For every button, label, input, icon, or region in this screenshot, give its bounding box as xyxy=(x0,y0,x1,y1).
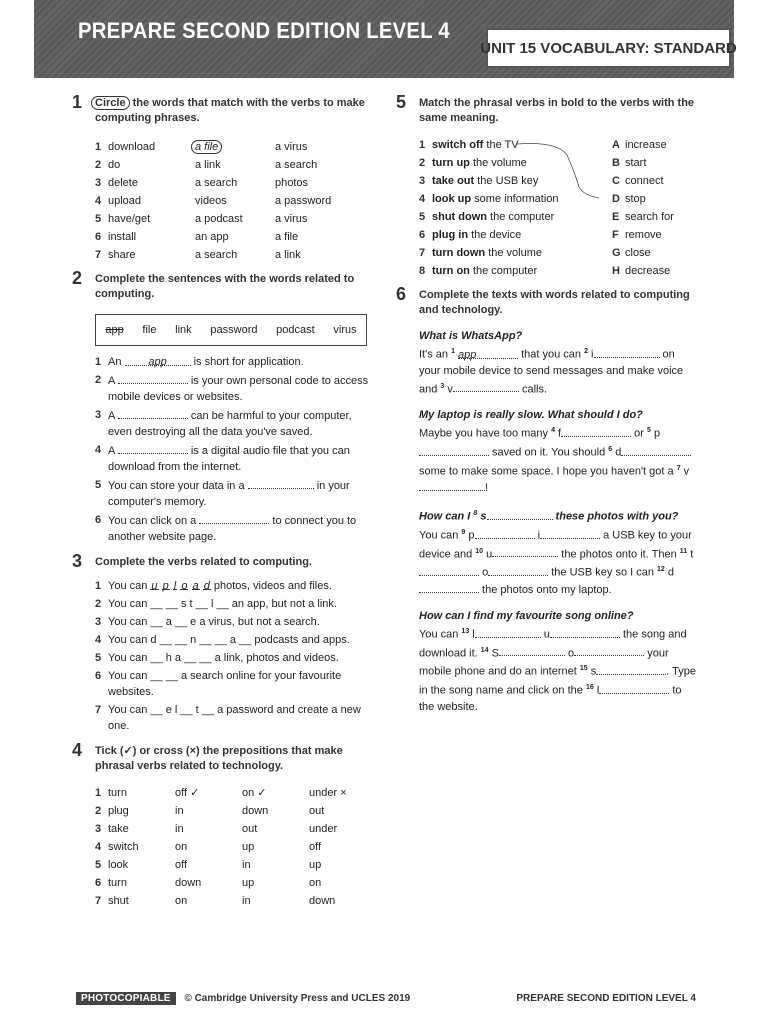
answer-blank[interactable] xyxy=(621,444,691,456)
left-column xyxy=(72,92,372,910)
circled-answer: a file xyxy=(191,140,222,154)
answer-blank[interactable] xyxy=(475,527,535,539)
answer-blank[interactable] xyxy=(199,512,269,524)
sentence-item: 5 You can store your data in a in your computer's memory. xyxy=(95,479,350,508)
answer-blank[interactable] xyxy=(419,479,485,491)
answer-blank[interactable] xyxy=(118,442,188,454)
match-row: 8 turn on the computer H decrease xyxy=(419,265,671,277)
exercise-instruction: Match the phrasal verbs in bold to the verbs with the same meaning. xyxy=(419,97,695,124)
table-row: 3 take in out under xyxy=(95,823,338,835)
match-row: 7 turn down the volume G close xyxy=(419,247,651,259)
table-row: 5 look off in up xyxy=(95,859,322,871)
answer-blank[interactable] xyxy=(550,626,620,638)
exercise-number: 6 xyxy=(396,284,407,304)
answer-blank[interactable] xyxy=(574,644,644,656)
sentence-item: 1 You can u p l o a d photos, videos and files. xyxy=(95,580,332,592)
answer-blank[interactable] xyxy=(487,508,553,520)
exercise-instruction: Complete the sentences with the words related to computing. xyxy=(95,273,355,300)
text-question: My laptop is really slow. What should I do? xyxy=(419,409,643,422)
table-row: 1 download a file a virus xyxy=(95,141,308,153)
exercise-number: 3 xyxy=(72,551,83,571)
sentence-item: 2 A is your own personal code to access mobile devices or websites. xyxy=(95,374,369,403)
match-row: 1 switch off the TV A increase xyxy=(419,139,667,151)
table-row: 6 turn down up on xyxy=(95,877,322,889)
text-paragraph: Maybe you have too many $^4$ f or $^5$ p saved on it. You should $^6$ d some to make some space. I hope you haven't got a $^7$ v! xyxy=(419,423,696,496)
page-title: PREPARE SECOND EDITION LEVEL 4 xyxy=(78,18,450,43)
table-row: 5 have/get a podcast a virus xyxy=(95,213,308,225)
answer-blank[interactable] xyxy=(419,444,489,456)
footer-title: PREPARE SECOND EDITION LEVEL 4 xyxy=(516,993,696,1004)
answer-blank[interactable] xyxy=(499,644,565,656)
copyright-notice: © Cambridge University Press and UCLES 2019 xyxy=(184,993,411,1004)
word-box-item: password xyxy=(210,324,258,336)
answer-blank[interactable] xyxy=(475,626,541,638)
sentence-item: 2 You can __ __ s t __ l __ an app, but not a link. xyxy=(95,598,337,610)
table-row: 4 upload videos a password xyxy=(95,195,332,207)
exercise-number: 4 xyxy=(72,740,83,760)
exercise-instruction: Complete the texts with words related to computing and technology. xyxy=(419,289,690,316)
match-row: 2 turn up the volume B start xyxy=(419,157,647,169)
sentence-item: 6 You can __ __ a search online for your favourite websites. xyxy=(95,670,342,698)
photocopiable-badge: PHOTOCOPIABLE xyxy=(76,992,176,1005)
header-banner xyxy=(34,0,737,78)
answer-blank[interactable] xyxy=(419,581,479,593)
word-box-item: file xyxy=(142,324,157,336)
exercise-instruction: Circle the words that match with the verbs to make computing phrases. xyxy=(95,96,372,126)
match-row: 3 take out the USB key C connect xyxy=(419,175,664,187)
table-row: 2 do a link a search xyxy=(95,159,318,171)
unit-title: UNIT 15 VOCABULARY: STANDARD xyxy=(486,28,731,68)
answer-blank[interactable] xyxy=(453,380,519,392)
word-box-item: app xyxy=(105,324,124,336)
text-question: How can I $^8$ s these photos with you? xyxy=(419,506,696,525)
exercise-instruction: Tick (✓) or cross (×) the prepositions that make phrasal verbs related to technology. xyxy=(95,745,343,772)
sentence-item: 3 You can __ a __ e a virus, but not a search. xyxy=(95,616,320,628)
exercise-number: 1 xyxy=(72,92,83,112)
exercise-2 xyxy=(72,268,372,545)
sentence-item: 1 An app is short for application. xyxy=(95,356,304,368)
sentence-item: 7 You can __ e l __ t __ a password and create a new one. xyxy=(95,704,361,732)
table-row: 4 switch on up off xyxy=(95,841,322,853)
answer-blank[interactable] xyxy=(599,682,669,694)
answer-blank[interactable]: app xyxy=(125,354,191,366)
answer-blank[interactable] xyxy=(540,527,600,539)
table-row: 1 turn off ✓ on ✓ under × xyxy=(95,787,347,799)
word-box-item: link xyxy=(175,324,192,336)
circle-word: Circle xyxy=(91,96,130,110)
exercise-6 xyxy=(396,284,696,715)
sentence-item: 3 A can be harmful to your computer, even destroying all the data you've saved. xyxy=(95,409,352,438)
match-row: 5 shut down the computer E search for xyxy=(419,211,674,223)
text-paragraph: You can $^9$ p i a USB key to your device and $^{10}$ u the photos onto it. Then $^{11}$ t o the USB key so I can $^{12}$ d the photos onto my laptop. xyxy=(419,525,696,598)
match-connector-line xyxy=(517,143,607,203)
answer-blank[interactable] xyxy=(118,407,188,419)
text-paragraph: You can $^{13}$ l u the song and download it. $^{14}$ S o your mobile phone and do an internet $^{15}$ s . Type in the song name and click on the $^{16}$ l to the website. xyxy=(419,624,696,715)
sentence-item: 4 You can d __ __ n __ __ a __ podcasts and apps. xyxy=(95,634,350,646)
answer-blank[interactable] xyxy=(118,372,188,384)
exercise-1 xyxy=(72,92,372,264)
word-box xyxy=(95,314,367,346)
answer-blank[interactable] xyxy=(596,663,666,675)
table-row: 3 delete a search photos xyxy=(95,177,309,189)
word-box-item: podcast xyxy=(276,324,315,336)
exercise-number: 5 xyxy=(396,92,407,112)
answer-blank[interactable]: app xyxy=(458,347,518,359)
exercise-4 xyxy=(72,740,372,910)
answer-blank[interactable] xyxy=(488,564,548,576)
answer-blank[interactable] xyxy=(561,425,631,437)
exercise-3 xyxy=(72,551,372,734)
match-row: 6 plug in the device F remove xyxy=(419,229,662,241)
match-row: 4 look up some information D stop xyxy=(419,193,646,205)
sentence-item: 4 A is a digital audio file that you can download from the internet. xyxy=(95,444,350,473)
exercise-5 xyxy=(396,92,696,280)
text-question: What is WhatsApp? xyxy=(419,330,523,342)
exercise-instruction: Complete the verbs related to computing. xyxy=(95,556,312,568)
word-box-item: virus xyxy=(333,324,357,336)
text-paragraph: It's an $^1$ app that you can $^2$ i on your mobile device to send messages and make voice and $^3$ v calls. xyxy=(419,344,696,397)
table-row: 2 plug in down out xyxy=(95,805,325,817)
sentence-item: 5 You can __ h a __ __ a link, photos and videos. xyxy=(95,652,339,664)
answer-blank[interactable] xyxy=(492,545,558,557)
page-footer xyxy=(76,992,696,1006)
exercise-number: 2 xyxy=(72,268,83,288)
answer-blank[interactable] xyxy=(248,477,314,489)
table-row: 7 share a search a link xyxy=(95,249,301,261)
text-question: How can I find my favourite song online? xyxy=(419,609,634,622)
answer-blank[interactable] xyxy=(594,346,660,358)
answer-blank[interactable] xyxy=(419,564,479,576)
table-row: 6 install an app a file xyxy=(95,231,299,243)
sentence-item: 6 You can click on a to connect you to another website page. xyxy=(95,514,357,543)
right-column xyxy=(396,92,696,715)
table-row: 7 shut on in down xyxy=(95,895,336,907)
